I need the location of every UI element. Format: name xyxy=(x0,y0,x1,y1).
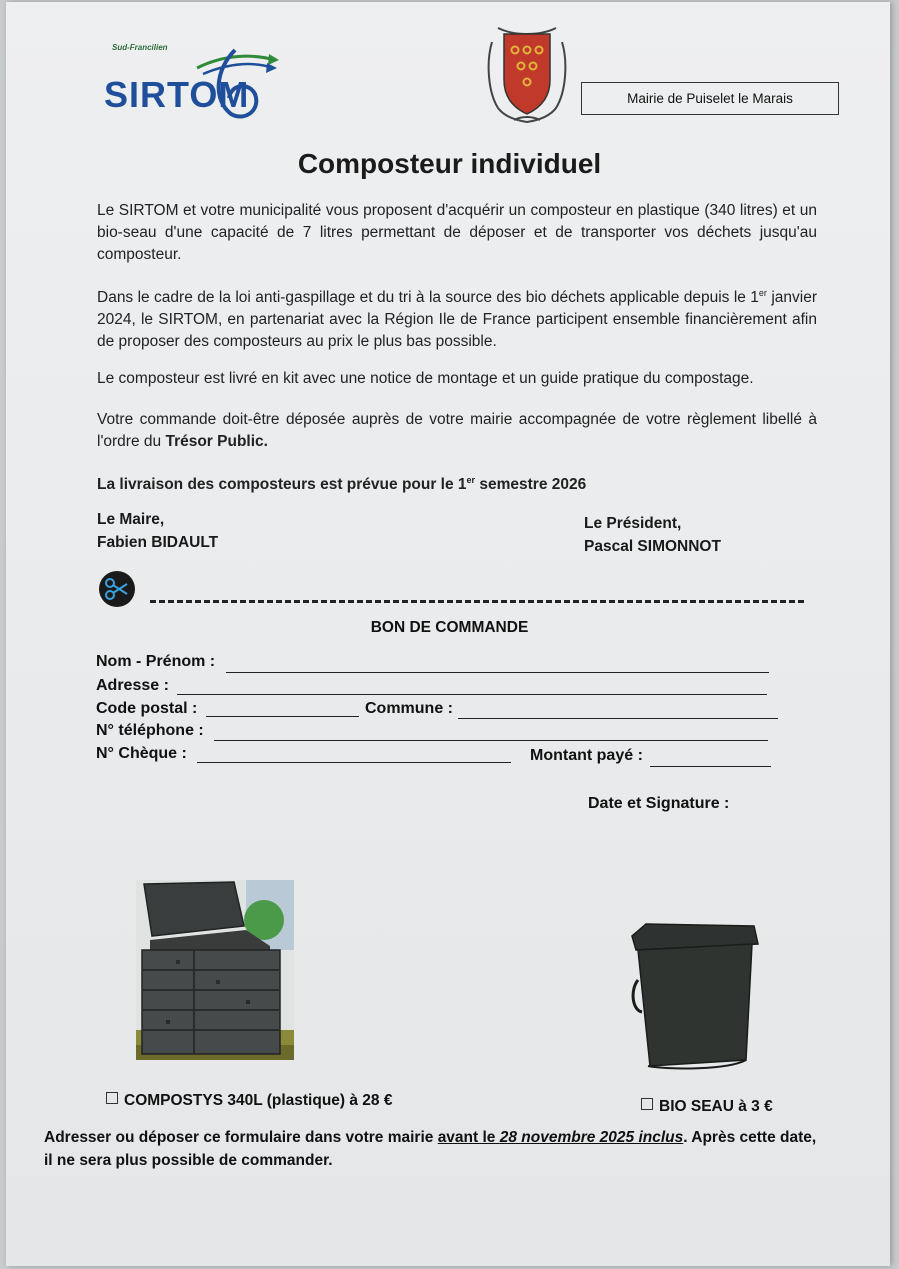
composter-image xyxy=(136,880,294,1060)
mayor-signature xyxy=(97,508,218,554)
president-signature xyxy=(584,512,721,558)
commune-field[interactable] xyxy=(458,718,778,719)
cheque-label: N° Chèque : xyxy=(96,745,187,762)
composter-option[interactable] xyxy=(106,1092,392,1110)
mayor-name: Fabien BIDAULT xyxy=(97,534,219,551)
logo-tagline: Sud-Francilien xyxy=(112,43,168,52)
cut-line xyxy=(150,600,804,603)
bioseau-label: BIO SEAU à 3 € xyxy=(659,1098,773,1115)
postal-code-field[interactable] xyxy=(206,716,359,717)
address-label: Adresse : xyxy=(96,677,169,694)
bioseau-image xyxy=(628,920,762,1070)
amount-field[interactable] xyxy=(650,766,771,767)
bioseau-option[interactable] xyxy=(641,1098,773,1116)
order-form-title: BON DE COMMANDE xyxy=(370,619,529,636)
president-role: Le Président, xyxy=(584,515,682,532)
bioseau-checkbox[interactable] xyxy=(641,1098,653,1110)
amount-label: Montant payé : xyxy=(530,747,643,764)
composter-checkbox[interactable] xyxy=(106,1092,118,1104)
name-field[interactable] xyxy=(226,672,769,673)
name-label: Nom - Prénom : xyxy=(96,653,216,670)
page-title: Composteur individuel xyxy=(297,148,602,179)
president-name: Pascal SIMONNOT xyxy=(584,538,721,555)
scissors-icon xyxy=(98,570,136,608)
postal-code-label: Code postal : xyxy=(96,700,198,717)
address-field[interactable] xyxy=(177,694,767,695)
commune-label: Commune : xyxy=(365,700,453,717)
mairie-label: Mairie de Puiselet le Marais xyxy=(581,82,839,115)
mayor-role: Le Maire, xyxy=(97,511,165,528)
intro-paragraph: Le SIRTOM et votre municipalité vous proposent d'acquérir un composteur en plastique (340 litres) et un bio-seau d'une capacité de 7 litres permettant de déposer et de transporter vos déchets jusqu'au composteur. xyxy=(97,202,817,263)
cheque-field[interactable] xyxy=(197,762,511,763)
sirtom-swoosh-icon xyxy=(195,40,285,120)
date-signature-label: Date et Signature : xyxy=(588,795,730,812)
footer-instructions: Adresser ou déposer ce formulaire dans votre mairie avant le 28 novembre 2025 inclus. Après cette date, il ne sera plus possible de commander. xyxy=(44,1129,817,1169)
kit-paragraph: Le composteur est livré en kit avec une notice de montage et un guide pratique du compostage. xyxy=(97,370,754,387)
municipal-crest-icon xyxy=(484,22,570,126)
order-paragraph: Votre commande doit-être déposée auprès de votre mairie accompagnée de votre règlement libellé à l'ordre du Trésor Public. xyxy=(97,411,817,450)
delivery-notice: La livraison des composteurs est prévue pour le 1er semestre 2026 xyxy=(97,474,587,493)
law-paragraph: Dans le cadre de la loi anti-gaspillage et du tri à la source des bio déchets applicable depuis le 1er janvier 2024, le SIRTOM, en partenariat avec la Région Ile de France participent ensemble financièrement afin de proposer des composteurs au prix le plus bas possible. xyxy=(97,287,818,350)
phone-field[interactable] xyxy=(214,740,768,741)
composter-label: COMPOSTYS 340L (plastique) à 28 € xyxy=(124,1092,393,1109)
sirtom-logo-text: SIRTOM xyxy=(104,74,250,115)
phone-label: N° téléphone : xyxy=(96,722,204,739)
